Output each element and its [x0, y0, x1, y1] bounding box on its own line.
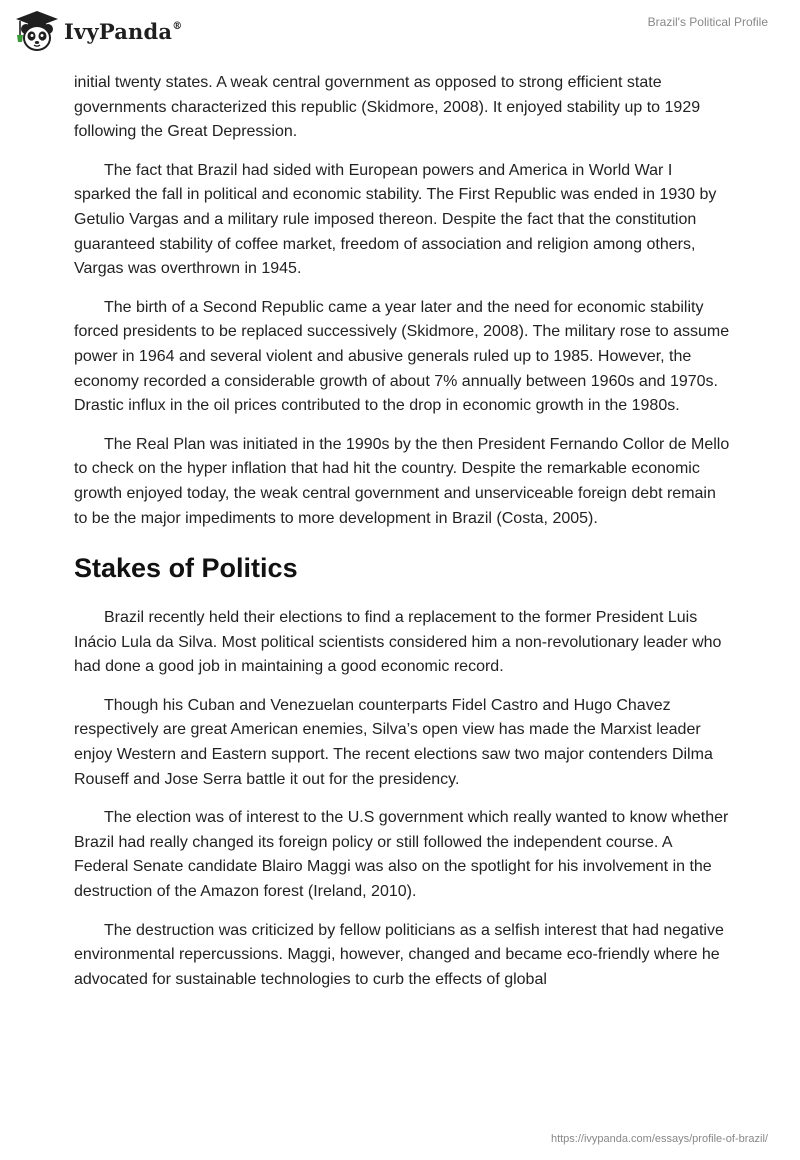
- brand-name: IvyPanda®: [64, 18, 183, 44]
- ivypanda-logo[interactable]: [14, 8, 182, 54]
- page-header: [0, 0, 800, 70]
- paragraph: The birth of a Second Republic came a year later and the need for economic stability forced presidents to be replaced successively (Skidmore, 2008). The military rose to assume power in 1964 and several violent and abusive generals ruled up to 1985. However, the economy recorded a considerable growth of about 7% annually between 1960s and 1970s. Drastic influx in the oil prices contributed to the drop in economic growth in the 1980s.: [74, 298, 730, 415]
- panda-graduate-icon: [14, 8, 60, 54]
- source-url-link[interactable]: https://ivypanda.com/essays/profile-of-brazil/: [550, 1133, 768, 1145]
- essay-body: [74, 71, 730, 1006]
- paragraph: The Real Plan was initiated in the 1990s by the then President Fernando Collor de Mello to check on the hyper inflation that had hit the country. Despite the remarkable economic growth enjoyed today, the weak central government and unserviceable foreign debt remain to be the major impediments to more development in Brazil (Costa, 2005).: [74, 435, 730, 527]
- paragraph: The fact that Brazil had sided with European powers and America in World War I sparked the fall in political and economic stability. The First Republic was ended in 1930 by Getulio Vargas and a military rule imposed thereon. Despite the fact that the constitution guaranteed stability of coffee market, freedom of association and religion among others, Vargas was overthrown in 1945.: [74, 161, 717, 278]
- document-title: Brazil's Political Profile: [647, 15, 768, 29]
- paragraph: The election was of interest to the U.S government which really wanted to know whether Brazil had really changed its foreign policy or still followed the independent course. A Federal Senate candidate Blairo Maggi was also on the spotlight for his involvement in the destruction of the Amazon forest (Ireland, 2010).: [74, 809, 729, 901]
- paragraph: initial twenty states. A weak central government as opposed to strong efficient state governments characterized this republic (Skidmore, 2008). It enjoyed stability up to 1929 following the Great Depression.: [74, 74, 701, 141]
- section-heading: Stakes of Politics: [74, 553, 298, 584]
- paragraph: Though his Cuban and Venezuelan counterparts Fidel Castro and Hugo Chavez respectively are great American enemies, Silva’s open view has made the Marxist leader enjoy Western and Eastern support. The recent elections saw two major contenders Dilma Rouseff and Jose Serra battle it out for the presidency.: [74, 696, 713, 788]
- registered-mark: ®: [172, 20, 183, 32]
- paragraph: Brazil recently held their elections to find a replacement to the former President Luis Inácio Lula da Silva. Most political scientists considered him a non-revolutionary leader who had done a good job in maintaining a good economic record.: [74, 609, 722, 676]
- paragraph: The destruction was criticized by fellow politicians as a selfish interest that had negative environmental repercussions. Maggi, however, changed and became eco-friendly where he advocated for sustainable technologies to curb the effects of global: [74, 921, 724, 988]
